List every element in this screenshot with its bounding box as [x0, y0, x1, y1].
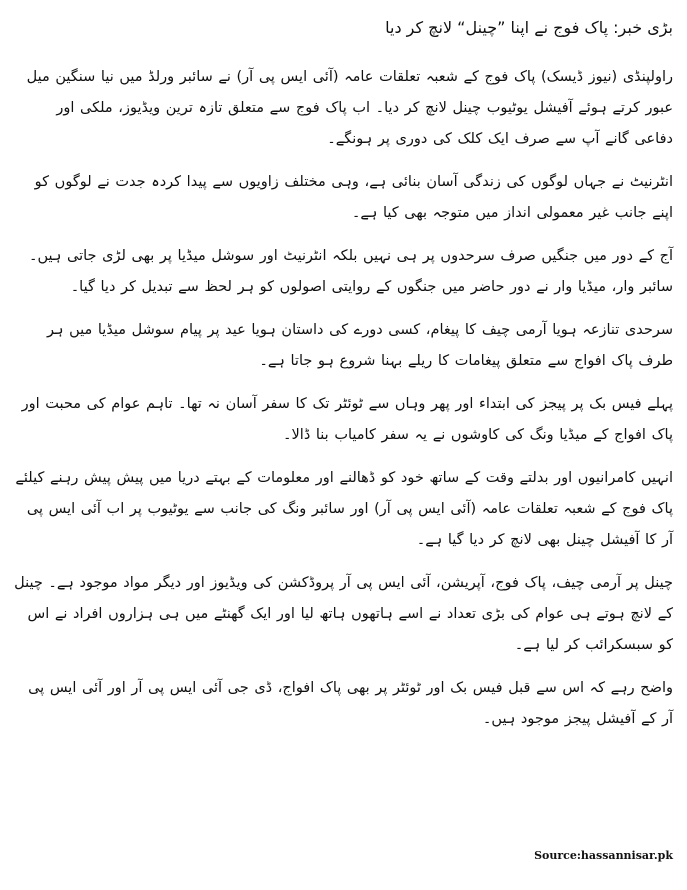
- article-paragraph-7: چینل پر آرمی چیف، پاک فوج، آپریشن، آئی ایس پی آر پروڈکشن کی ویڈیوز اور دیگر مواد موجود ہے۔ چینل کے لانچ ہوتے ہی عوام کی بڑی تعداد نے اسے ہاتھوں ہاتھ لیا اور ایک گھنٹے میں ہی ہزاروں افراد نے اس کو سبسکرائب کر لیا ہے۔: [14, 575, 673, 653]
- article-paragraph-5: پہلے فیس بک پر پیجز کی ابتداء اور پھر وہاں سے ٹوئٹر تک کا سفر آسان نہ تھا۔ تاہم عوام کی محبت اور پاک افواج کے میڈیا ونگ کی کاوشوں نے یہ سفر کامیاب بنا ڈالا۔: [21, 396, 673, 443]
- article-paragraph-3: آج کے دور میں جنگیں صرف سرحدوں پر ہی نہیں بلکہ انٹرنیٹ اور سوشل میڈیا پر بھی لڑی جاتی ہیں۔ سائبر وار، میڈیا وار نے دور حاضر میں جنگوں کے روایتی اصولوں کو ہر لحظ سے تبدیل کر دیا گیا۔: [28, 248, 673, 295]
- article-paragraph-1: راولپنڈی (نیوز ڈیسک) پاک فوج کے شعبہ تعلقات عامہ (آئی ایس پی آر) نے سائبر ورلڈ میں نیا سنگین میل عبور کرتے ہوئے آفیشل یوٹیوب چینل لانچ کر دیا۔ اب پاک فوج سے متعلق تازہ ترین ویڈیوز، ملکی اور دفاعی گانے آپ سے صرف ایک کلک کی دوری پر ہونگے۔: [26, 69, 673, 147]
- article-headline: بڑی خبر: پاک فوج نے اپنا ”چینل“ لانچ کر دیا: [385, 18, 673, 37]
- article-paragraph-8: واضح رہے کہ اس سے قبل فیس بک اور ٹوئٹر پر بھی پاک افواج، ڈی جی آئی ایس پی آر اور آئی ایس پی آر کے آفیشل پیجز موجود ہیں۔: [28, 680, 673, 727]
- article-paragraph-4: سرحدی تنازعہ ہویا آرمی چیف کا پیغام، کسی دورے کی داستان ہویا عید پر پیام سوشل میڈیا میں ہر طرف پاک افواج سے متعلق پیغامات کا ریلے بہنا شروع ہو جاتا ہے۔: [46, 322, 673, 369]
- source-credit: Source:hassannisar.pk: [534, 849, 673, 862]
- article-paragraph-6: انہیں کامرانیوں اور بدلتے وقت کے ساتھ خود کو ڈھالنے اور معلومات کے بہتے دریا میں پیش پیش رہنے کیلئے پاک فوج کے شعبہ تعلقات عامہ (آئی ایس پی آر) اور سائبر ونگ کی جانب سے یوٹیوب پر اب آئی ایس پی آر کا آفیشل چینل بھی لانچ کر دیا گیا ہے۔: [15, 470, 673, 548]
- article-paragraph-2: انٹرنیٹ نے جہاں لوگوں کی زندگی آسان بنائی ہے، وہی مختلف زاویوں سے پیدا کردہ جدت نے لوگوں کو اپنے جانب غیر معمولی انداز میں متوجہ بھی کیا ہے۔: [34, 174, 673, 221]
- article: [14, 14, 673, 890]
